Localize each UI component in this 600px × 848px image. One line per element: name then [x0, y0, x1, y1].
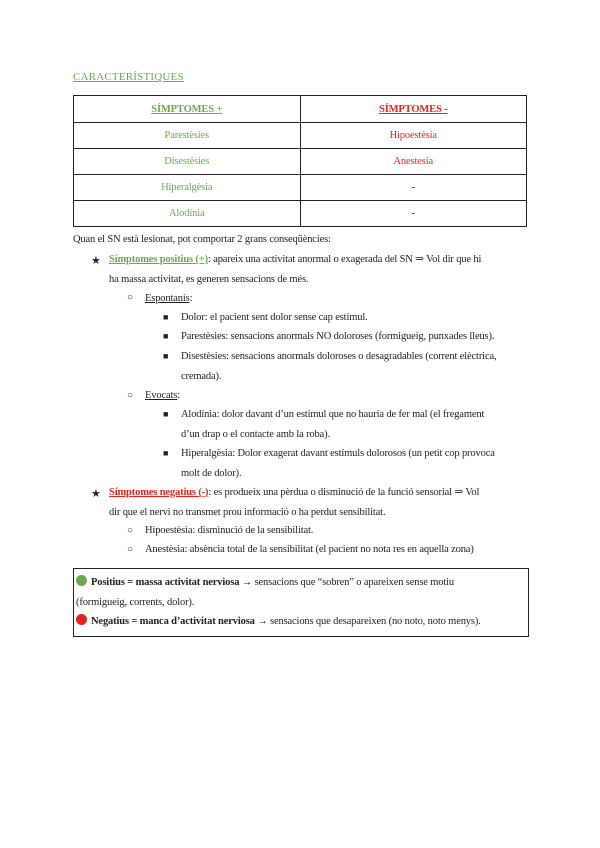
table-row — [74, 175, 527, 201]
list-item — [181, 327, 527, 347]
negative-symptoms-header: SÍMPTOMES - — [300, 96, 527, 123]
list-item — [145, 521, 313, 541]
negative-symptoms-line2: dir que el nervi no transmet prou informació o ha perdut sensibilitat. — [109, 506, 386, 518]
list-item-text: Parestèsies: sensacions anormals NO doloroses (formigueig, punxades lleus). — [181, 331, 495, 342]
list-item-text: Disestèsies: sensacions anormals doloroses o desagradables (corrent elèctrica, — [181, 351, 497, 362]
positive-symptoms-line1: : apareix una activitat anormal o exagerada del SN ⇒ Vol dir que hi — [207, 254, 482, 265]
list-item-text: Alodínia: dolor davant d’un estímul que no hauria de fer mal (el fregament — [181, 409, 485, 420]
list-item-text: d’un drap o el contacte amb la roba). — [181, 428, 330, 440]
spontaneous-label: Espontanis — [145, 293, 190, 304]
summary-box — [73, 568, 529, 637]
square-bullet-icon: ■ — [163, 312, 169, 322]
star-bullet-icon: ★ — [91, 488, 101, 500]
list-item-text: Hiperalgèsia: Dolor exagerat davant estímuls dolorosos (un petit cop provoca — [181, 448, 495, 459]
green-circle-icon — [76, 575, 87, 586]
summary-positive-text-cont: (formigueig, corrents, dolor). — [76, 596, 195, 608]
table-cell: Hiperalgèsia — [74, 175, 301, 201]
evoked-label: Evocats — [145, 390, 178, 401]
table-cell: Anestesia — [300, 149, 527, 175]
table-cell: Hipoestèsia — [300, 123, 527, 149]
evoked-label-line: Evocats: — [145, 390, 180, 401]
circle-bullet-icon: ○ — [127, 544, 133, 555]
section-heading: CARACTERÍSTIQUES — [73, 71, 184, 83]
table-cell: - — [300, 175, 527, 201]
table-row — [74, 123, 527, 149]
intro-paragraph: Quan el SN està lesionat, pot comportar 2 grans conseqüències: — [73, 234, 331, 245]
spontaneous-label-line: Espontanis: — [145, 293, 193, 304]
square-bullet-icon: ■ — [163, 448, 169, 458]
positive-symptoms-header: SÍMPTOMES + — [74, 96, 301, 123]
table-cell: Disestèsies — [74, 149, 301, 175]
list-item — [181, 405, 527, 444]
list-item-text: Anestèsia: absència total de la sensibilitat (el pacient no nota res en aquella zona) — [145, 544, 474, 555]
circle-bullet-icon: ○ — [127, 292, 133, 303]
symptoms-table — [73, 95, 527, 227]
summary-positive-line — [76, 573, 526, 593]
square-bullet-icon: ■ — [163, 331, 169, 341]
positive-symptoms-paragraph — [109, 250, 527, 289]
table-cell: Alodínia — [74, 201, 301, 227]
negative-symptoms-paragraph — [109, 483, 527, 522]
summary-positive-text: → sensacions que “sobren” o apareixen sense motiu — [239, 577, 454, 588]
square-bullet-icon: ■ — [163, 351, 169, 361]
square-bullet-icon: ■ — [163, 409, 169, 419]
list-item-text: cremada). — [181, 370, 222, 382]
summary-positive-label: Positius = massa activitat nerviosa — [91, 577, 240, 588]
summary-negative-text: → sensacions que desapareixen (no noto, noto menys). — [254, 616, 481, 627]
list-item-text: Dolor: el pacient sent dolor sense cap estímul. — [181, 312, 368, 323]
negative-symptoms-label: Símptomes negatius (-) — [109, 487, 209, 498]
table-cell: - — [300, 201, 527, 227]
list-item — [145, 540, 474, 560]
list-item-text: Hipoestèsia: disminució de la sensibilitat. — [145, 525, 314, 536]
circle-bullet-icon: ○ — [127, 525, 133, 536]
summary-negative-label: Negatius = manca d’activitat nerviosa — [91, 616, 255, 627]
list-item — [181, 308, 527, 328]
summary-negative-line — [76, 612, 526, 632]
table-header-row — [74, 96, 527, 123]
table-row — [74, 149, 527, 175]
positive-symptoms-line2: ha massa activitat, es generen sensacions de més. — [109, 273, 309, 285]
list-item-text: molt de dolor). — [181, 467, 242, 479]
table-row — [74, 201, 527, 227]
circle-bullet-icon: ○ — [127, 390, 133, 401]
negative-symptoms-line1: : es produeix una pèrdua o disminució de la funció sensorial ⇒ Vol — [208, 487, 480, 498]
list-item — [181, 444, 527, 483]
table-cell: Parestèsies — [74, 123, 301, 149]
list-item — [181, 347, 527, 386]
red-circle-icon — [76, 614, 87, 625]
positive-symptoms-label: Símptomes positius (+) — [109, 254, 208, 265]
star-bullet-icon: ★ — [91, 255, 101, 267]
